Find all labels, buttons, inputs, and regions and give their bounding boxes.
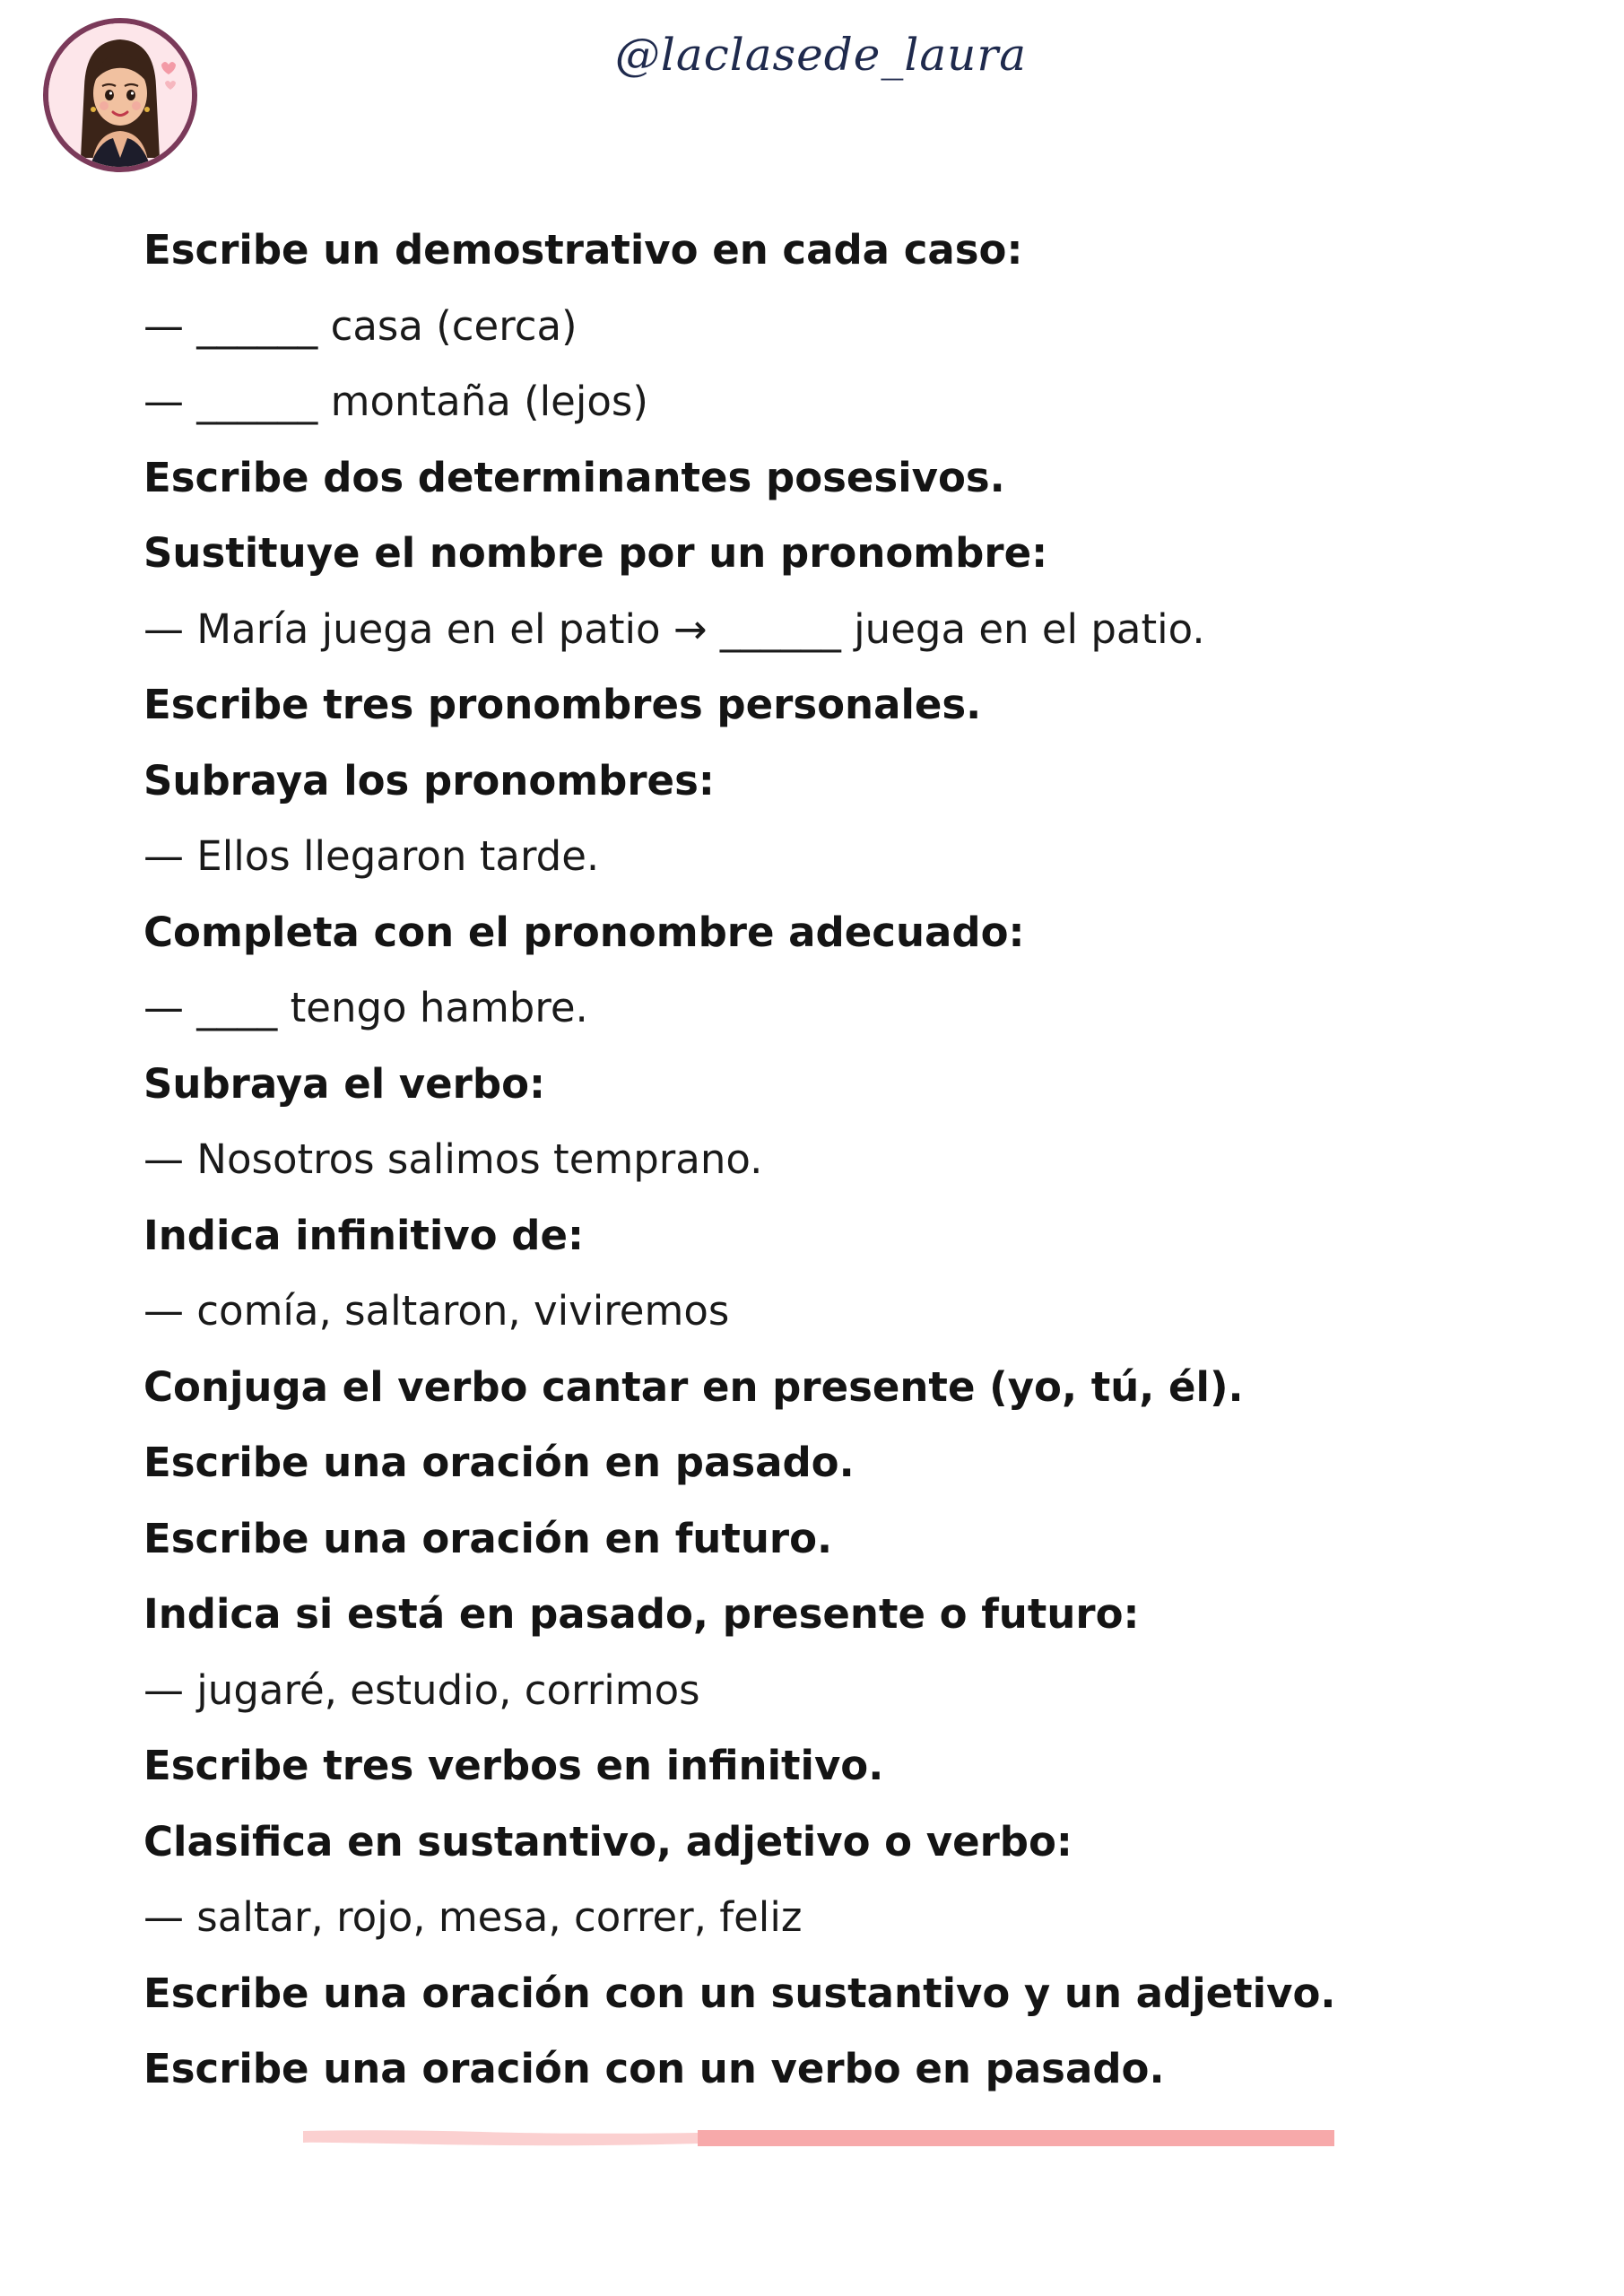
exercise-item: — Nosotros salimos temprano. xyxy=(143,1135,763,1183)
decorative-pink-bar xyxy=(303,2127,1334,2149)
exercise-instruction: Subraya el verbo: xyxy=(143,1059,545,1108)
exercise-instruction: Escribe tres pronombres personales. xyxy=(143,681,982,728)
exercise-instruction: Escribe un demostrativo en cada caso: xyxy=(143,226,1023,274)
exercise-list xyxy=(143,222,1489,2118)
exercise-instruction: Escribe una oración en futuro. xyxy=(143,1514,833,1562)
exercise-item: — ______ casa (cerca) xyxy=(143,301,578,350)
exercise-item: — comía, saltaron, viviremos xyxy=(143,1287,730,1335)
exercise-item: — María juega en el patio → ______ juega en el patio. xyxy=(143,604,1205,653)
exercise-instruction: Escribe dos determinantes posesivos. xyxy=(143,453,1005,501)
exercise-instruction: Completa con el pronombre adecuado: xyxy=(143,908,1025,956)
exercise-item: — jugaré, estudio, corrimos xyxy=(143,1665,700,1714)
exercise-instruction: Escribe una oración con un verbo en pasado. xyxy=(143,2045,1165,2092)
exercise-instruction: Indica si está en pasado, presente o futuro: xyxy=(143,1590,1140,1638)
exercise-instruction: Escribe una oración con un sustantivo y un adjetivo. xyxy=(143,1969,1336,2017)
exercise-item: — saltar, rojo, mesa, correr, feliz xyxy=(143,1893,803,1941)
author-handle xyxy=(0,29,1624,81)
exercise-instruction: Escribe tres verbos en infinitivo. xyxy=(143,1742,884,1789)
exercise-instruction: Conjuga el verbo cantar en presente (yo, tú, él). xyxy=(143,1362,1244,1411)
exercise-instruction: Escribe una oración en pasado. xyxy=(143,1439,855,1486)
exercise-instruction: Subraya los pronombres: xyxy=(143,756,715,804)
exercise-instruction: Indica infinitivo de: xyxy=(143,1211,584,1259)
exercise-instruction: Sustituye el nombre por un pronombre: xyxy=(143,529,1048,577)
author-handle-text: @laclasede_laura xyxy=(614,29,1028,81)
exercise-item: — ______ montaña (lejos) xyxy=(143,378,648,425)
exercise-instruction: Clasifica en sustantivo, adjetivo o verbo: xyxy=(143,1817,1073,1866)
exercise-item: — Ellos llegaron tarde. xyxy=(143,832,600,880)
exercise-item: — ____ tengo hambre. xyxy=(143,984,588,1031)
